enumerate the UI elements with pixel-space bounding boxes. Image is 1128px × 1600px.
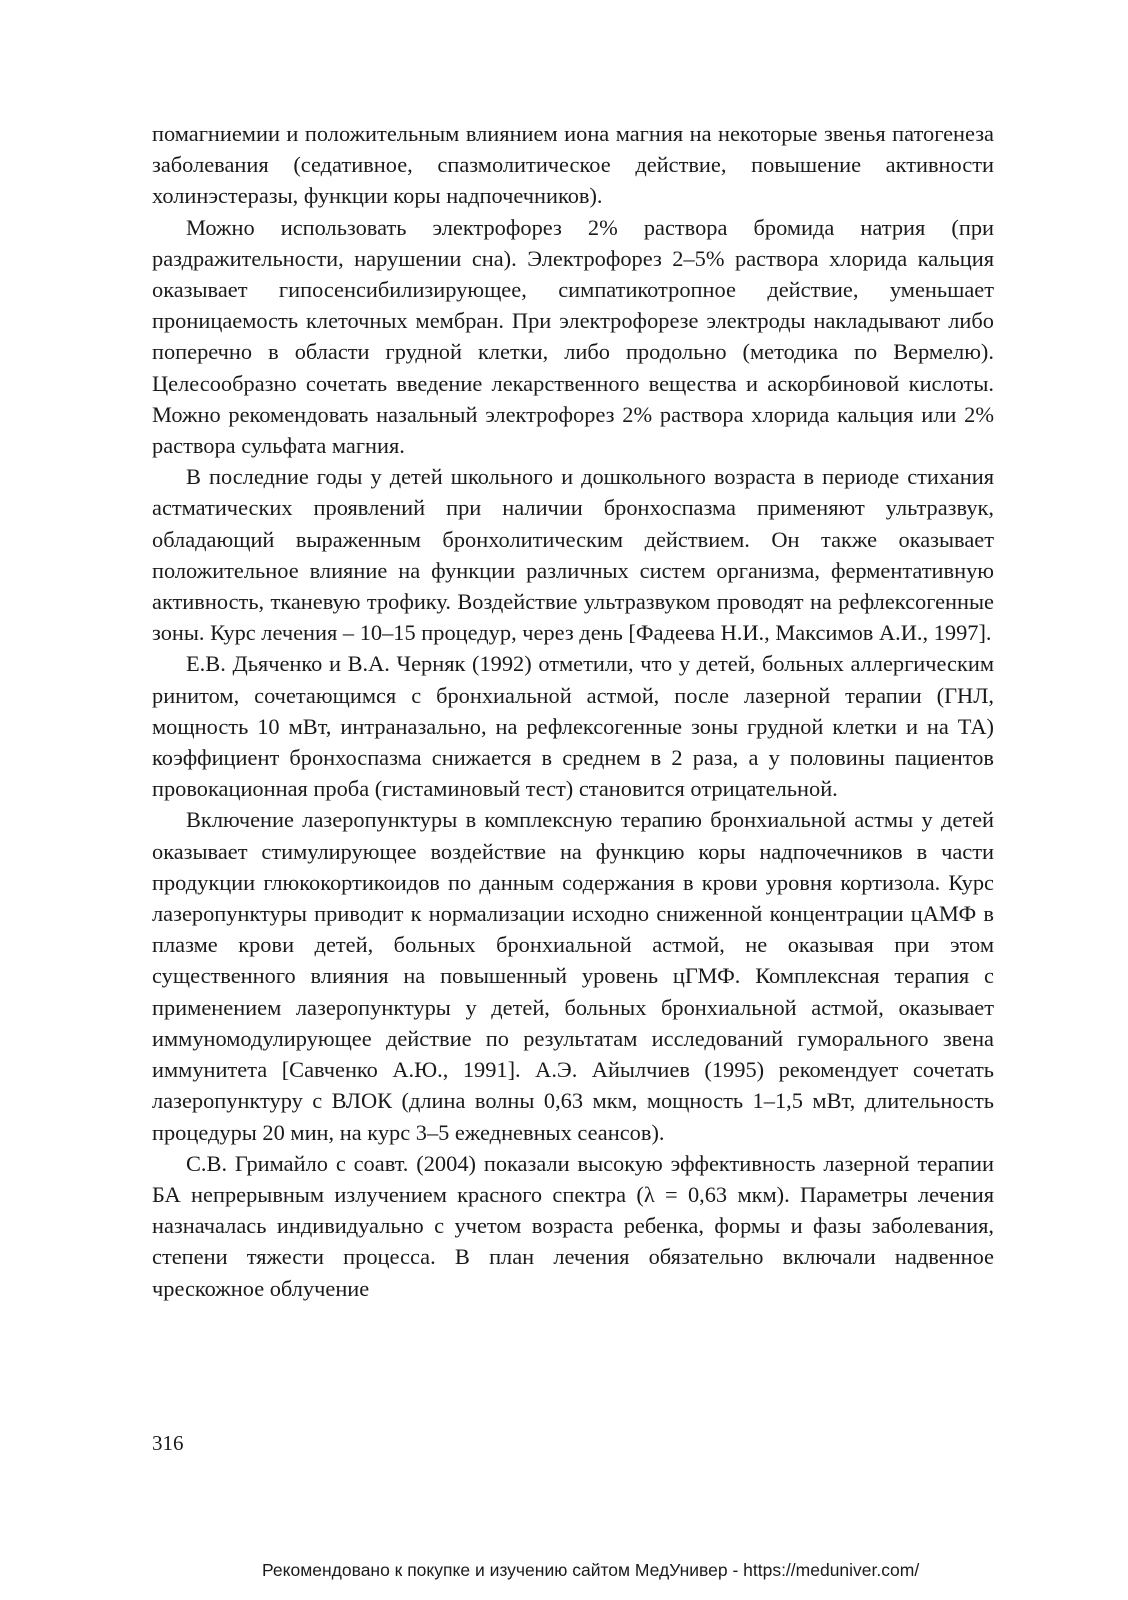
page-number: 316	[152, 1431, 184, 1455]
paragraph-4: Е.В. Дьяченко и В.А. Черняк (1992) отметили, что у детей, больных аллергическим ринитом, сочетающимся с бронхиальной астмой, после лазерной терапии (ГНЛ, мощность 10 мВт, интраназально, на рефлексогенные зоны грудной клетки и на ТА) коэффициент бронхоспазма снижается в среднем в 2 раза, а у половины пациентов провокационная проба (гистаминовый тест) становится отрицательной.	[152, 651, 994, 802]
paragraph-6: С.В. Гримайло с соавт. (2004) показали высокую эффективность лазерной терапии БА непрерывным излучением красного спектра (λ = 0,63 мкм). Параметры лечения назначалась индивидуально с учетом возраста ребенка, формы и фазы заболевания, степени тяжести процесса. В план лечения обязательно включали надвенное чрескожное облучение	[152, 1150, 994, 1301]
paragraph-3: В последние годы у детей школьного и дошкольного возраста в периоде стихания астматических проявлений при наличии бронхоспазма применяют ультразвук, обладающий выраженным бронхолитическим действием. Он также оказывает положительное влияние на функции различных систем организма, ферментативную активность, тканевую трофику. Воздействие ультразвуком проводят на рефлексогенные зоны. Курс лечения – 10–15 процедур, через день [Фадеева Н.И., Максимов А.И., 1997].	[152, 464, 994, 646]
paragraph-2: Можно использовать электрофорез 2% раствора бромида натрия (при раздражительности, нарушении сна). Электрофорез 2–5% раствора хлорида кальция оказывает гипосенсибилизирующее, симпатикотропное действие, уменьшает проницаемость клеточных мембран. При электрофорезе электроды накладывают либо поперечно в области грудной клетки, либо продольно (методика по Вермелю). Целесообразно сочетать введение лекарственного вещества и аскорбиновой кислоты. Можно рекомендовать назальный электрофорез 2% раствора хлорида кальция или 2% раствора сульфата магния.	[152, 214, 994, 459]
paragraph-1: помагниемии и положительным влиянием иона магния на некоторые звенья патогенеза заболевания (седативное, спазмолитическое действие, повышение активности холинэстеразы, функции коры надпочечников).	[152, 121, 994, 209]
paragraph-5: Включение лазеропунктуры в комплексную терапию бронхиальной астмы у детей оказывает стимулирующее воздействие на функцию коры надпочечников в части продукции глюкокортикоидов по данным содержания в крови уровня кортизола. Курс лазеропунктуры приводит к нормализации исходно сниженной концентрации цАМФ в плазме крови детей, больных бронхиальной астмой, не оказывая при этом существенного влияния на повышенный уровень цГМФ. Комплексная терапия с применением лазеропунктуры у детей, больных бронхиальной астмой, оказывает иммуномодулирующее действие по результатам исследований гуморального звена иммунитета [Савченко А.Ю., 1991]. А.Э. Айылчиев (1995) рекомендует сочетать лазеропунктуру с ВЛОК (длина волны 0,63 мкм, мощность 1–1,5 мВт, длительность процедуры 20 мин, на курс 3–5 ежедневных сеансов).	[152, 807, 994, 1145]
footer-note: Рекомендовано к покупке и изучению сайтом МедУнивер - https://meduniver.com/	[262, 1560, 920, 1580]
page-body	[152, 118, 994, 1304]
